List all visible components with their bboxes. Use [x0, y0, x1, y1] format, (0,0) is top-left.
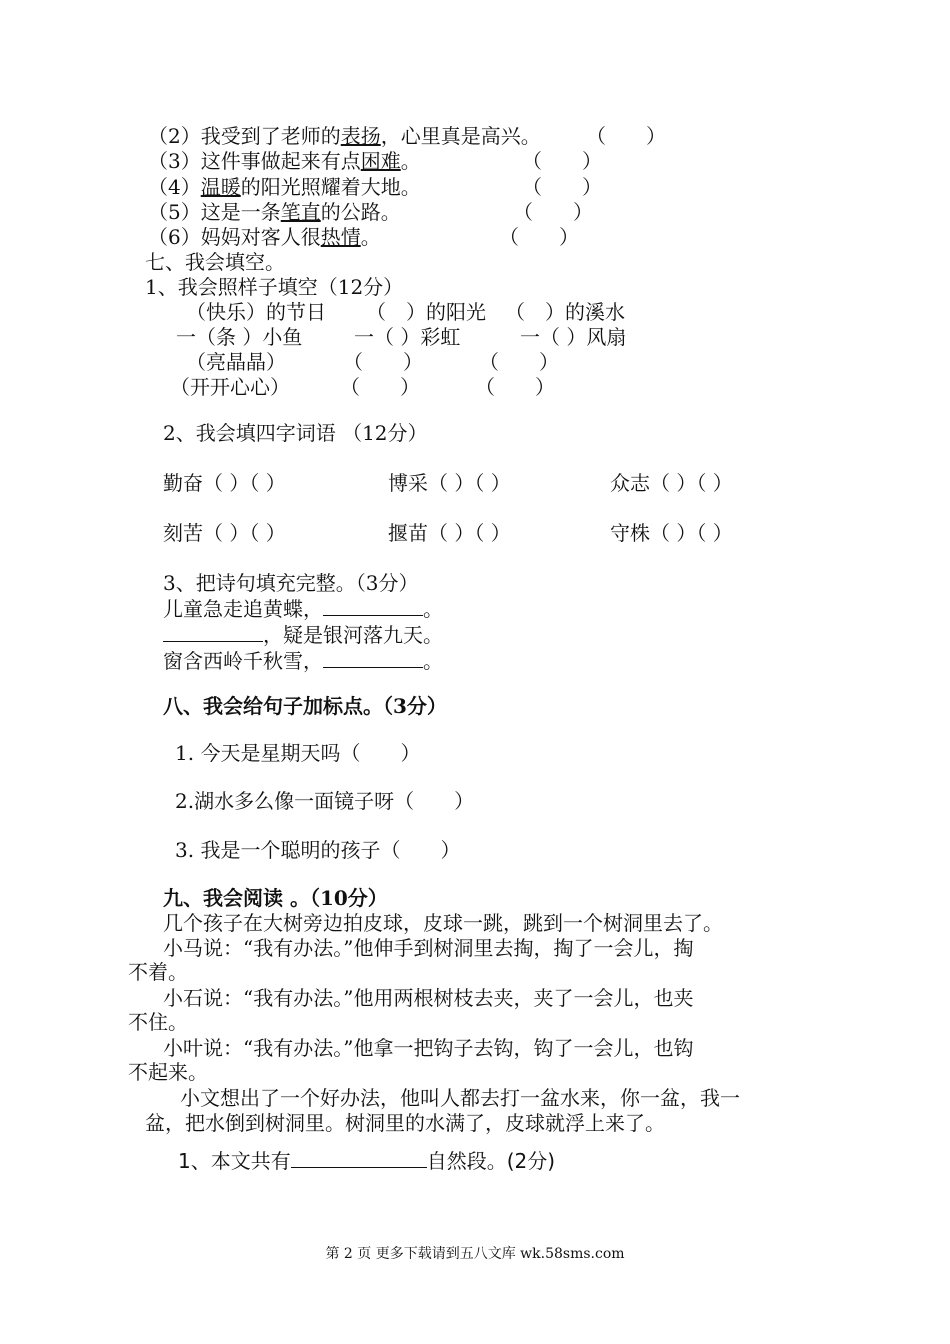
fill-cell: （ ） [340, 375, 420, 399]
idiom-cell: 守株（ ）（ ） [610, 521, 733, 545]
idiom-cell: 众志（ ）（ ） [610, 471, 733, 495]
idiom-cell: 刻苦（ ）（ ） [163, 521, 286, 545]
reading-line: 盆，把水倒到树洞里。树洞里的水满了，皮球就浮上来了。 [145, 1111, 665, 1135]
reading-line: 小石说：“我有办法。”他用两根树枝去夹，夹了一会儿，也夹 [163, 986, 694, 1010]
reading-line: 不起来。 [128, 1060, 208, 1084]
fill-cell: （ ） [475, 375, 555, 399]
item-6-5: （5）这是一条笔直的公路。 [148, 200, 401, 224]
q9-1: 1、本文共有 自然段。(2分) [178, 1149, 556, 1173]
fill-cell: 一（条 ）小鱼 [176, 325, 303, 349]
answer-blank[interactable] [291, 1149, 427, 1168]
page-footer: 第 2 页 更多下载请到五八文库 wk.58sms.com [325, 1246, 625, 1262]
idiom-cell: 揠苗（ ）（ ） [388, 521, 511, 545]
fill-cell: （ ） [343, 350, 423, 374]
poem-line-3: 窗含西岭千秋雪， 。 [163, 649, 443, 673]
item-6-4: （4）温暖的阳光照耀着大地。 [148, 175, 421, 199]
fill-cell: （快乐）的节日 [186, 300, 326, 324]
punct-item: 3. 我是一个聪明的孩子（ ） [175, 838, 461, 862]
poem-line-2: ，疑是银河落九天。 [163, 622, 443, 648]
fill-cell: （ ）的溪水 [505, 300, 625, 324]
reading-line: 小马说：“我有办法。”他伸手到树洞里去掏，掏了一会儿，掏 [163, 936, 694, 960]
answer-paren: （ ） [586, 124, 666, 148]
reading-line: 不住。 [128, 1010, 188, 1034]
fill-cell: （开开心心） [170, 375, 290, 399]
poem-line-1: 儿童急走追黄蝶， 。 [163, 597, 443, 621]
punct-item: 2.湖水多么像一面镜子呀（ ） [175, 789, 475, 813]
section-9-title: 九、我会阅读 。（10分） [163, 886, 388, 910]
item-6-6: （6）妈妈对客人很热情。 [148, 225, 381, 249]
item-6-3: （3）这件事做起来有点困难。 [148, 149, 421, 173]
reading-line: 几个孩子在大树旁边拍皮球，皮球一跳，跳到一个树洞里去了。 [163, 911, 723, 935]
idiom-cell: 博采（ ）（ ） [388, 471, 511, 495]
q7-2-title: 2、我会填四字词语 （12分） [163, 421, 428, 445]
answer-blank[interactable] [323, 649, 423, 668]
answer-blank[interactable] [163, 623, 263, 642]
q7-1-title: 1、我会照样子填空（12分） [145, 275, 404, 299]
punct-item: 1. 今天是星期天吗（ ） [175, 741, 421, 765]
idiom-cell: 勤奋（ ）（ ） [163, 471, 286, 495]
answer-paren: （ ） [513, 200, 593, 224]
item-6-2: （2）我受到了老师的表扬，心里真是高兴。 [148, 124, 541, 148]
answer-paren: （ ） [522, 149, 602, 173]
q7-3-title: 3、把诗句填充完整。（3分） [163, 571, 419, 595]
fill-cell: 一（ ）风扇 [520, 325, 627, 349]
section-7-title: 七、我会填空。 [145, 250, 285, 274]
fill-cell: （ ）的阳光 [366, 300, 486, 324]
answer-blank[interactable] [323, 597, 423, 616]
fill-cell: （ ） [479, 350, 559, 374]
reading-line: 不着。 [128, 960, 188, 984]
reading-line: 小文想出了一个好办法，他叫人都去打一盆水来，你一盆，我一 [180, 1086, 740, 1110]
reading-line: 小叶说：“我有办法。”他拿一把钩子去钩，钩了一会儿，也钩 [163, 1036, 694, 1060]
section-8-title: 八、我会给句子加标点。（3分） [163, 694, 447, 718]
fill-cell: 一（ ）彩虹 [354, 325, 461, 349]
answer-paren: （ ） [499, 225, 579, 249]
answer-paren: （ ） [522, 175, 602, 199]
fill-cell: （亮晶晶） [186, 350, 286, 374]
